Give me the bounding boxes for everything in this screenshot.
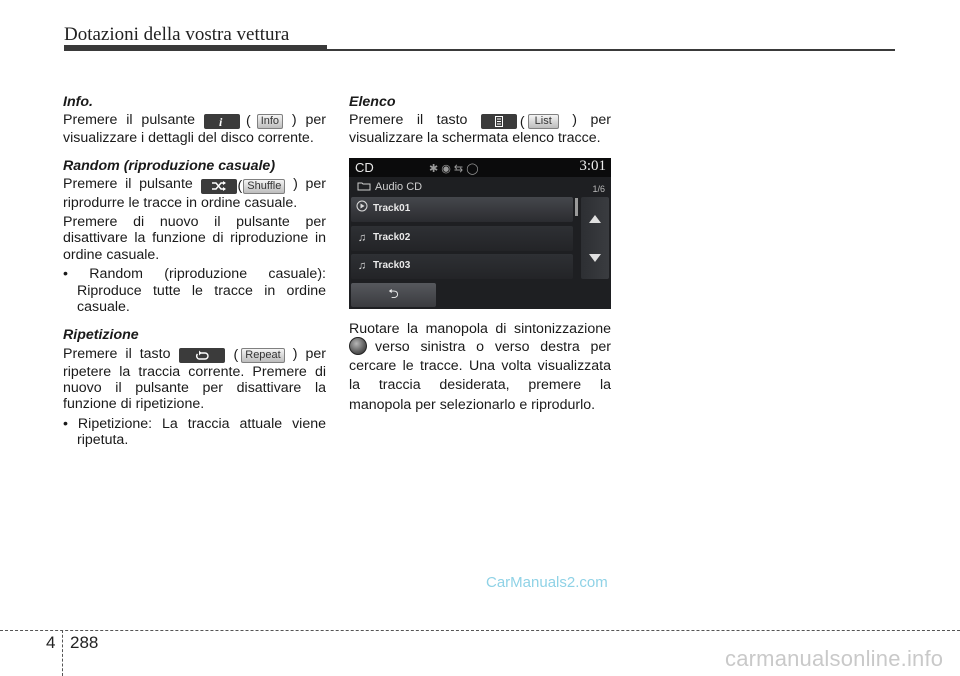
random-paren: ( (237, 178, 243, 195)
info-button-pair (204, 113, 283, 129)
music-note-icon: ♫ (357, 231, 367, 244)
page-number: 288 (70, 633, 99, 652)
music-note-icon: ♫ (357, 259, 367, 272)
info-text-a: Premere il pulsante (63, 112, 196, 129)
info-line1 (63, 112, 326, 129)
header-bar (64, 45, 327, 51)
footer-rule (0, 630, 960, 631)
svg-text:i: i (218, 115, 223, 128)
info-line2: visualizzare i dettagli del disco corrente. (63, 129, 314, 146)
knob-line1: Ruotare la manopola di sintonizzazione (349, 320, 611, 337)
screen-status-icons: ✱ ◉ ⇆ ◯ (429, 162, 479, 175)
screen-folder-row (357, 179, 422, 195)
repeat-button[interactable]: Repeat (241, 348, 284, 363)
list-button[interactable]: List (528, 114, 559, 129)
random-text-a: Premere il pulsante (63, 176, 193, 193)
repeat-bullet: • Ripetizione: La traccia attuale viene ripetuta. (63, 415, 326, 449)
list-button-pair (481, 114, 559, 130)
list-text-a: Premere il tasto (349, 112, 468, 129)
folder-icon (357, 181, 371, 191)
info-button[interactable]: Info (257, 114, 283, 129)
footer-site-watermark: carmanualsonline.info (725, 646, 944, 671)
track-label: Track02 (373, 231, 411, 243)
random-para2: Premere di nuovo il pulsante per disattivare la funzione di riproduzione in ordine casuale. (63, 214, 326, 263)
page-header-title: Dotazioni della vostra vettura (64, 24, 290, 45)
track-label: Track03 (373, 259, 411, 271)
random-line1 (63, 176, 326, 194)
info-text-b: ) per (291, 112, 327, 129)
info-icon (204, 114, 240, 129)
info-section-title: Info. (63, 94, 93, 110)
track-item-3[interactable] (351, 254, 573, 279)
chapter-number: 4 (46, 633, 56, 652)
watermark: CarManuals2.com (486, 574, 608, 591)
screen-track-count: 1/6 (592, 183, 605, 194)
list-line2: visualizzare la schermata elenco tracce. (349, 130, 601, 147)
repeat-section-title: Ripetizione (63, 327, 139, 344)
repeat-paren: ( (233, 347, 239, 364)
random-bullet: • Random (riproduzione casuale): Riproduce tutte le tracce in ordine casuale. (63, 266, 326, 316)
left-column (63, 94, 326, 449)
list-icon (481, 114, 517, 129)
screen-clock: 3:01 (579, 157, 606, 174)
random-button-pair (201, 178, 286, 194)
right-column (349, 94, 611, 415)
knob-para (349, 337, 611, 415)
screen-status-bar (349, 158, 611, 177)
repeat-text-a: Premere il tasto (63, 345, 171, 362)
random-section-title: Random (riproduzione casuale) (63, 158, 276, 175)
knob-text: verso sinistra o verso destra per cercare le tracce. Una volta visualizzata la traccia desiderata, premere la manopola per selezionarlo e riprodurlo. (349, 338, 611, 413)
shuffle-icon (201, 179, 237, 194)
list-line1 (349, 112, 611, 130)
header-rule (327, 49, 895, 51)
screen-back-button[interactable] (351, 283, 436, 307)
track-item-1[interactable] (351, 197, 573, 222)
info-paren: ( (245, 113, 251, 130)
repeat-icon (179, 348, 225, 363)
track-item-2[interactable] (351, 226, 573, 251)
list-paren: ( (519, 113, 525, 130)
repeat-button-pair (179, 347, 285, 363)
random-line2: riprodurre le tracce in ordine casuale. (63, 194, 298, 211)
list-text-b: ) per (572, 112, 611, 129)
play-icon (351, 200, 373, 217)
footer-divider (62, 630, 63, 676)
shuffle-button[interactable]: Shuffle (243, 179, 285, 194)
random-text-b: ) per (293, 176, 327, 193)
screen-source: CD (355, 159, 374, 175)
audio-screen (349, 158, 611, 309)
screen-scrollbar[interactable] (575, 198, 578, 216)
list-section-title: Elenco (349, 94, 396, 110)
scroll-up-icon[interactable] (589, 215, 601, 223)
screen-folder-name: Audio CD (375, 180, 423, 193)
screen-scroll-pane (581, 197, 609, 279)
back-icon: ⮌ (388, 286, 399, 302)
repeat-para: ripetere la traccia corrente. Premere di nuovo il pulsante per disattivare la funzione di ripetizione. (63, 363, 326, 413)
scroll-down-icon[interactable] (589, 254, 601, 262)
track-label: Track01 (373, 202, 411, 214)
tune-knob-icon (349, 337, 367, 355)
repeat-line1 (63, 346, 326, 364)
repeat-text-b: ) per (292, 345, 326, 362)
